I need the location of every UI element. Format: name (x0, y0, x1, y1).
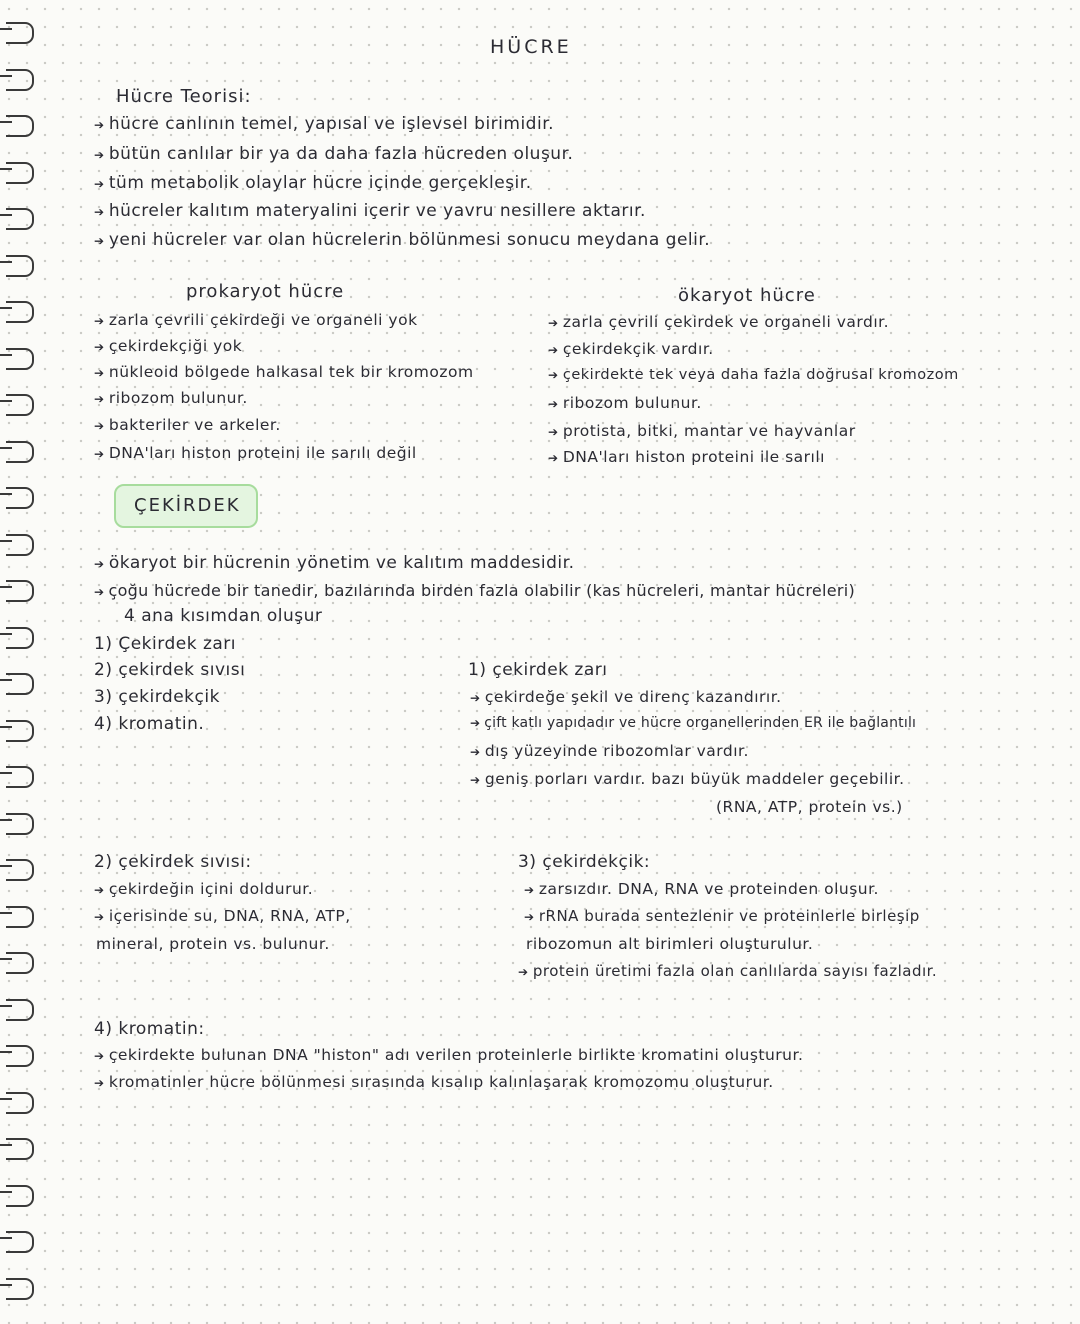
spiral-ring (6, 673, 34, 695)
spiral-ring (6, 720, 34, 742)
okaryot-heading: ökaryot hücre (678, 285, 816, 306)
spiral-ring (6, 1092, 34, 1114)
spiral-ring (6, 859, 34, 881)
spiral-ring (6, 255, 34, 277)
spiral-ring (6, 441, 34, 463)
prokaryot-heading: prokaryot hücre (186, 281, 345, 302)
theory-item: ➔ yeni hücreler var olan hücrelerin bölünmesi sonucu meydana gelir. (94, 230, 710, 250)
nucleolus-cont: ribozomun alt birimleri oluşturulur. (526, 935, 814, 953)
spiral-ring (6, 22, 34, 44)
spiral-ring (6, 906, 34, 928)
spiral-ring (6, 1185, 34, 1207)
theory-item: ➔ hücre canlının temel, yapısal ve işlevsel birimidir. (94, 114, 554, 134)
fluid-heading: 2) çekirdek sıvısı: (94, 852, 252, 872)
nucleus-intro: ➔ ökaryot bir hücrenin yönetim ve kalıtım maddesidir. (94, 553, 575, 573)
prokaryot-item: ➔ DNA'ları histon proteini ile sarılı değil (94, 444, 417, 462)
nucleus-part: 3) çekirdekçik (94, 687, 220, 707)
spiral-ring (6, 208, 34, 230)
theory-item: ➔ tüm metabolik olaylar hücre içinde gerçekleşir. (94, 173, 532, 193)
nucleus-part: 2) çekirdek sıvısı (94, 660, 246, 680)
spiral-ring (6, 766, 34, 788)
membrane-item: ➔ çekirdeğe şekil ve direnç kazandırır. (470, 688, 782, 706)
nucleolus-heading: 3) çekirdekçik: (518, 852, 651, 872)
spiral-ring (6, 1045, 34, 1067)
nucleus-parts-heading: 4 ana kısımdan oluşur (124, 606, 323, 626)
nucleus-intro: ➔ çoğu hücrede bir tanedir, bazılarında birden fazla olabilir (kas hücreleri, mantar hücreleri) (94, 581, 855, 600)
chromatin-item: ➔ çekirdekte bulunan DNA "histon" adı verilen proteinlerle birlikte kromatini oluşturur. (94, 1046, 803, 1064)
okaryot-item: ➔ zarla çevrili çekirdek ve organeli vardır. (548, 313, 889, 331)
nucleolus-last: ➔ protein üretimi fazla olan canlılarda sayısı fazladır. (518, 962, 937, 980)
spiral-ring (6, 534, 34, 556)
fluid-cont: mineral, protein vs. bulunur. (96, 935, 330, 953)
spiral-ring (6, 1278, 34, 1300)
nucleus-label: ÇEKİRDEK (134, 495, 241, 516)
theory-item: ➔ bütün canlılar bir ya da daha fazla hücreden oluşur. (94, 144, 573, 164)
spiral-ring (6, 115, 34, 137)
membrane-item: ➔ dış yüzeyinde ribozomlar vardır. (470, 742, 749, 760)
chromatin-item: ➔ kromatinler hücre bölünmesi sırasında kısalıp kalınlaşarak kromozomu oluşturur. (94, 1073, 774, 1091)
okaryot-item: ➔ DNA'ları histon proteini ile sarılı (548, 448, 825, 466)
prokaryot-item: ➔ çekirdekçiği yok (94, 337, 242, 355)
fluid-item: ➔ çekirdeğin içini doldurur. (94, 880, 313, 898)
spiral-ring (6, 394, 34, 416)
spiral-ring (6, 301, 34, 323)
spiral-ring (6, 348, 34, 370)
membrane-note: (RNA, ATP, protein vs.) (716, 798, 903, 816)
spiral-ring (6, 813, 34, 835)
spiral-ring (6, 69, 34, 91)
spiral-ring (6, 999, 34, 1021)
prokaryot-item: ➔ bakteriler ve arkeler. (94, 416, 281, 434)
page-title: HÜCRE (490, 36, 572, 58)
membrane-heading: 1) çekirdek zarı (468, 660, 608, 680)
notebook-spiral-binding (0, 0, 46, 1324)
fluid-item: ➔ içerisinde su, DNA, RNA, ATP, (94, 907, 351, 925)
spiral-ring (6, 627, 34, 649)
theory-heading: Hücre Teorisi: (116, 86, 252, 107)
nucleus-part: 1) Çekirdek zarı (94, 634, 236, 654)
okaryot-item: ➔ çekirdekçik vardır. (548, 340, 714, 358)
okaryot-item: ➔ çekirdekte tek veya daha fazla doğrusal kromozom (548, 367, 959, 383)
okaryot-item: ➔ ribozom bulunur. (548, 394, 702, 412)
okaryot-item: ➔ protista, bitki, mantar ve hayvanlar (548, 422, 856, 440)
prokaryot-item: ➔ zarla çevrili çekirdeği ve organeli yok (94, 311, 418, 329)
theory-item: ➔ hücreler kalıtım materyalini içerir ve yavru nesillere aktarır. (94, 201, 646, 221)
membrane-item: ➔ çift katlı yapıdadır ve hücre organellerinden ER ile bağlantılı (470, 715, 916, 731)
nucleus-part: 4) kromatin. (94, 714, 205, 734)
prokaryot-item: ➔ ribozom bulunur. (94, 389, 248, 407)
spiral-ring (6, 1231, 34, 1253)
spiral-ring (6, 952, 34, 974)
spiral-ring (6, 580, 34, 602)
membrane-item: ➔ geniş porları vardır. bazı büyük maddeler geçebilir. (470, 770, 905, 788)
spiral-ring (6, 1138, 34, 1160)
nucleolus-item: ➔ rRNA burada sentezlenir ve proteinlerle birleşip (524, 907, 920, 925)
nucleolus-item: ➔ zarsızdır. DNA, RNA ve proteinden oluşur. (524, 880, 879, 898)
spiral-ring (6, 162, 34, 184)
spiral-ring (6, 487, 34, 509)
prokaryot-item: ➔ nükleoid bölgede halkasal tek bir kromozom (94, 363, 474, 381)
chromatin-heading: 4) kromatin: (94, 1019, 205, 1039)
